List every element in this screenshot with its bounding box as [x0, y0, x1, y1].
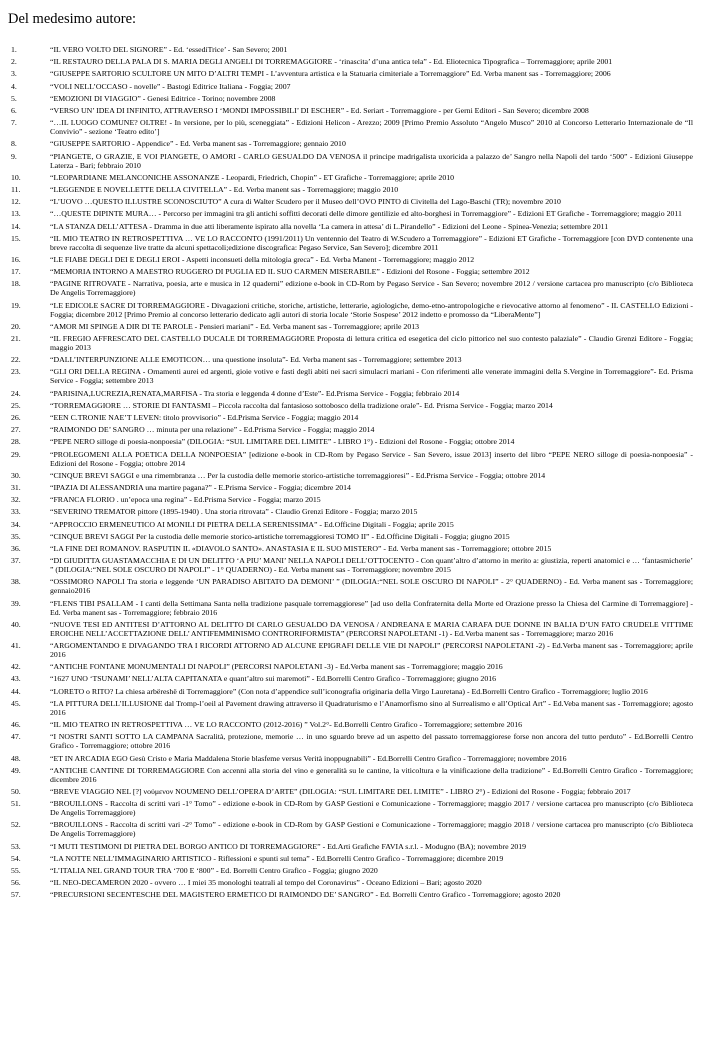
entry-number: 27. [11, 425, 21, 435]
bibliography-entry [0, 720, 705, 729]
bibliography-entry [0, 687, 705, 696]
bibliography-entry [0, 699, 705, 717]
entry-number: 19. [11, 300, 21, 310]
entry-text: “LORETO o RITO? La chiesa arbëreshë di Torremaggiore” (Con nota d’appendice sull’iconografia originaria della Virgo Lauretana) - Ed.Borrelli Centro Grafico - Torremaggiore; luglio 2016 [50, 686, 648, 696]
entry-text: “APPROCCIO ERMENEUTICO AI MONILI DI PIETRA DELLA SERENISSIMA” - Ed.Officine Digitali - Foggia; aprile 2015 [50, 519, 454, 529]
entry-text: “…IL LUOGO COMUNE? OLTRE! - In versione, per lo più, sceneggiata” - Edizioni Helicon - Arezzo; 2009 [Primo Premio Assoluto “Angelo Musco” 2010 al Concorso Letterario Internazionale de “Il Convivio” - sezione ‘Teatro edito’] [50, 118, 693, 137]
entry-number: 48. [11, 753, 21, 763]
entry-text: “LE EDICOLE SACRE DI TORREMAGGIORE - Divagazioni critiche, storiche, artistiche, letterarie, agiologiche, demo-etno-antropologiche e rievocative attorno al fenomeno” - IL CASTELLO Edizioni - Foggia; dicembre 2012 [Primo Premio al concorso letterario dedicato agli autori di storia locale ‘Storie Sospese’ 2012 indetto e promosso da “LiberaMente”] [50, 300, 693, 319]
entry-number: 22. [11, 355, 21, 365]
entry-text: “LE FIABE DEGLI DEI E DEGLI EROI - Aspetti inconsueti della mitologia greca” - Ed. Verba Manent - Torremaggiore; maggio 2012 [50, 254, 475, 264]
entry-text: “VOLI NELL’OCCASO - novelle” - Bastogi Editrice Italiana - Foggia; 2007 [50, 81, 291, 91]
entry-text: “GIUSEPPE SARTORIO SCULTORE UN MITO D’ALTRI TEMPI - L’avventura artistica e la Statuaria cimiteriale a Torremaggiore” Ed. Verba manent sas - Torremaggiore; 2006 [50, 69, 611, 79]
bibliography-entry [0, 437, 705, 446]
entry-text: “PAGINE RITROVATE - Narrativa, poesia, arte e musica in 12 quaderni” edizione e-book in CD-Rom by Pegaso Service - San Severo; novembre 2012 / versione cartacea pro manuscripto (c/o Biblioteca De Angelis Torremaggiore) [50, 279, 693, 298]
entry-text: “CINQUE BREVI SAGGI Per la custodia delle memorie storico-artistiche torremaggioresi TOMO II” - Ed.Officine Digitali - Foggia; giugno 2015 [50, 531, 510, 541]
bibliography-entry [0, 197, 705, 206]
bibliography-entry [0, 222, 705, 231]
entry-text: “CINQUE BREVI SAGGI e una rimembranza … Per la custodia delle memorie storico-artistiche torremaggioresi” - Ed.Prisma Service - Foggia; ottobre 2014 [50, 470, 546, 480]
entry-text: “ANTICHE FONTANE MONUMENTALI DI NAPOLI” (PERCORSI NAPOLETANI -3) - Ed.Verba manent sas - Torremaggiore; maggio 2016 [50, 662, 503, 672]
entry-text: “TORREMAGGIORE … STORIE DI FANTASMI – Piccola raccolta dal fantasioso sottobosco della tradizione orale”- Ed. Prisma Service - Foggia; marzo 2014 [50, 400, 553, 410]
entry-text: “IL FREGIO AFFRESCATO DEL CASTELLO DUCALE DI TORREMAGGIORE Proposta di lettura critica ed esegetica del ciclo pittorico nel suo contesto palaziale” - Claudio Grenzi Editore - Foggia; maggio 2013 [50, 333, 693, 353]
bibliography-entry [0, 732, 705, 750]
entry-text: “ANTICHE CANTINE DI TORREMAGGIORE Con accenni alla storia del vino e generalità su le cantine, la viticoltura e la vinificazione della tradizione” - Ed.Borrelli Centro Grafico - Torremaggiore; dicembre 2016 [50, 765, 693, 784]
entry-number: 44. [11, 686, 21, 696]
entry-text: “MEMORIA INTORNO A MAESTRO RUGGERO DI PUGLIA ED IL SUO CARMEN MISERABILE” - Edizioni del Rosone - Foggia; settembre 2012 [50, 267, 530, 277]
bibliography-entry [0, 556, 705, 574]
entry-text: “IPAZIA DI ALESSANDRIA una martire pagana?” - E.Prisma Service - Foggia; dicembre 2014 [50, 483, 351, 492]
entry-text: “PARISINA,LUCREZIA,RENATA,MARFISA - Tra storia e leggenda 4 donne d’Este”- Ed.Prisma Service - Foggia; febbraio 2014 [50, 388, 460, 398]
entry-number: 55. [11, 865, 21, 875]
bibliography-entry [0, 754, 705, 763]
bibliography-entry [0, 450, 705, 468]
entry-number: 6. [11, 105, 17, 115]
bibliography-entry [0, 890, 705, 899]
bibliography-entry [0, 766, 705, 784]
entry-text: “PRECURSIONI SECENTESCHE DEL MAGISTERO ERMETICO DI RAIMONDO DE’ SANGRO” - Ed. Borrelli Centro Grafico - Torremaggiore; agosto 2020 [50, 890, 561, 900]
bibliography-entry [0, 209, 705, 218]
bibliography-entry [0, 279, 705, 297]
bibliography-list [0, 45, 705, 903]
entry-text: “FRANCA FLORIO . un’epoca una regina” - Ed.Prisma Service - Foggia; marzo 2015 [50, 495, 321, 505]
entry-number: 39. [11, 598, 21, 608]
entry-number: 43. [11, 674, 21, 684]
bibliography-entry [0, 425, 705, 434]
bibliography-entry [0, 106, 705, 115]
entry-text: “BREVE VIAGGIO NEL [?] νούμενον NOUMENO DELL’OPERA D’ARTE” (DILOGIA: “SUL LIMITARE DEL LIMITE” - LIBRO 2°) - Edizioni del Rosone - Foggia; febbraio 2017 [50, 786, 631, 796]
entry-number: 7. [11, 118, 17, 128]
entry-number: 16. [11, 254, 21, 264]
entry-number: 21. [11, 333, 21, 343]
bibliography-entry [0, 866, 705, 875]
entry-number: 20. [11, 321, 21, 331]
bibliography-entry [0, 854, 705, 863]
bibliography-entry [0, 45, 705, 54]
entry-number: 23. [11, 367, 21, 377]
entry-text: “L’UOVO …QUESTO ILLUSTRE SCONOSCIUTO” A cura di Walter Scudero per il Museo dell’OVO PINTO di Civitella del Lago-Baschi (TR); novembre 2010 [50, 197, 561, 207]
bibliography-entry [0, 152, 705, 170]
entry-number: 28. [11, 437, 21, 447]
entry-number: 50. [11, 786, 21, 796]
bibliography-entry [0, 599, 705, 617]
entry-text: “OSSIMORO NAPOLI Tra storia e leggende ‘UN PARADISO ABITATO DA DEMONI’ ” (DILOGIA:“NEL SOLE OSCURO DI NAPOLI” - 2° QUADERNO) - Ed. Verba manent sas - Torremaggiore; gennaio2016 [50, 577, 693, 596]
bibliography-entry [0, 401, 705, 410]
entry-text: “IL NEO-DECAMERON 2020 - ovvero … I miei 35 monologhi teatrali al tempo del Coronavirus” - Oceano Edizioni – Bari; agosto 2020 [50, 878, 482, 888]
entry-number: 35. [11, 531, 21, 541]
page-heading: Del medesimo autore: [8, 11, 137, 27]
bibliography-entry [0, 57, 705, 66]
entry-text: “PROLEGOMENI ALLA POETICA DELLA NONPOESIA” [edizione e-book in CD-Rom by Pegaso Service - San Severo, issue 2013] inserto del libro “PEPE NERO silloge di poesia-nonpoesia” - Edizioni del Rosone - Foggia; ottobre 2014 [50, 449, 693, 468]
entry-number: 18. [11, 279, 21, 289]
bibliography-entry [0, 878, 705, 887]
entry-text: “FLENS TIBI PSALLAM - I canti della Settimana Santa nella tradizione pasquale torremaggiorese” [ad uso della Confraternita della Morte ed Orazione presso la Chiesa del Carmine di Torremaggiore] - Ed. Verba manent sas - Torremaggiore; febbraio 2016 [50, 598, 693, 617]
entry-number: 4. [11, 81, 17, 91]
bibliography-entry [0, 94, 705, 103]
bibliography-entry [0, 389, 705, 398]
entry-number: 14. [11, 221, 21, 231]
entry-number: 11. [11, 184, 21, 194]
entry-number: 33. [11, 507, 21, 517]
entry-text: “VERSO UN’ IDEA DI INFINITO, ATTRAVERSO I ‘MONDI IMPOSSIBILI’ DI ESCHER” - Ed. Seriart - Torremaggiore - per Gerni Editori - San Severo; dicembre 2008 [50, 105, 589, 115]
entry-number: 10. [11, 172, 21, 182]
entry-text: “IL MIO TEATRO IN RETROSPETTIVA … VE LO RACCONTO (2012-2016) ” Vol.2°- Ed.Borrelli Centro Grafico - Torremaggiore; settembre 2016 [50, 720, 523, 730]
bibliography-entry [0, 267, 705, 276]
bibliography-entry [0, 185, 705, 194]
bibliography-entry [0, 799, 705, 817]
entry-text: “…QUESTE DIPINTE MURA… - Percorso per immagini tra gli antichi soffitti decorati delle dimore gentilizie ed alto-borghesi in Torremaggiore” - Edizioni ET Grafiche - Torremaggiore; maggio 2011 [50, 209, 682, 219]
entry-text: “EMOZIONI DI VIAGGIO” - Genesi Editrice - Torino; novembre 2008 [50, 93, 276, 103]
entry-number: 32. [11, 495, 21, 505]
entry-number: 15. [11, 233, 21, 243]
entry-number: 52. [11, 820, 21, 830]
entry-number: 53. [11, 841, 21, 851]
bibliography-entry [0, 118, 705, 136]
bibliography-entry [0, 662, 705, 671]
bibliography-entry [0, 507, 705, 516]
entry-text: “LA PITTURA DELL’ILLUSIONE dal Tromp-l’oeil al Pavement drawing attraverso il Quadraturismo e l’Anamorfismo sino al Surrealismo e all’Optical Art” - Ed.Veba manent sas - Torremaggiore; agosto 2016 [50, 698, 693, 717]
bibliography-entry [0, 69, 705, 78]
bibliography-entry [0, 367, 705, 385]
entry-text: “1627 UNO ‘TSUNAMI’ NELL’ALTA CAPITANATA e quant’altro sui maremoti” - Ed.Borrelli Centro Grafico - Torremaggiore; giugno 2016 [50, 674, 497, 684]
entry-number: 57. [11, 890, 21, 900]
entry-number: 51. [11, 799, 21, 809]
bibliography-entry [0, 355, 705, 364]
entry-text: “IL MIO TEATRO IN RETROSPETTIVA … VE LO RACCONTO (1991/2011) Un ventennio del Teatro di W.Scudero a Torremaggiore” - Edizioni ET Grafiche - Torremaggiore [con DVD contenente una breve raccolta di sequenze live tratte da alcuni spettacoli;edizione discografica: Pegaso Service, San Severo]; dicembre 2011 [50, 233, 693, 252]
bibliography-entry [0, 577, 705, 595]
entry-text: “PEPE NERO silloge di poesia-nonpoesia” (DILOGIA: “SUL LIMITARE DEL LIMITE” - LIBRO 1°) - Edizioni del Rosone - Foggia; ottobre 2014 [50, 437, 515, 447]
bibliography-entry [0, 495, 705, 504]
entry-text: “EEN C.TRONIE NAE’T LEVEN: titolo provvisorio” - Ed.Prisma Service - Foggia; maggio 2014 [50, 413, 359, 423]
entry-text: “BROUILLONS - Raccolta di scritti vari -2° Tomo” - edizione e-book in CD-Rom by GASP Gestioni e Comunicazione - Torremaggiore; maggio 2018 / versione cartacea pro manuscripto (c/o Biblioteca De Angelis Torremaggiore) [50, 820, 693, 839]
entry-number: 41. [11, 641, 21, 651]
entry-text: “BROUILLONS - Raccolta di scritti vari -1° Tomo” - edizione e-book in CD-Rom by GASP Gestioni e Comunicazione - Torremaggiore; maggio 2017 / versione cartacea pro manuscripto (c/o Biblioteca De Angelis Torremaggiore) [50, 799, 693, 818]
entry-text: “AMOR MI SPINGE A DIR DI TE PAROLE - Pensieri mariani” - Ed. Verba manent sas - Torremaggiore; aprile 2013 [50, 321, 420, 331]
bibliography-entry [0, 641, 705, 659]
entry-text: “GLI ORI DELLA REGINA - Ornamenti aurei ed argenti, gioie votive e fasti degli abiti nei sacri simulacri mariani - Con riferimenti alle venerate immagini della S.Vergine in Torremaggiore”- Ed. Prisma Service - Foggia; settembre 2013 [50, 367, 693, 386]
bibliography-entry [0, 322, 705, 331]
entry-number: 8. [11, 139, 17, 149]
entry-text: “GIUSEPPE SARTORIO - Appendice” - Ed. Verba manent sas - Torremaggiore; gennaio 2010 [50, 139, 346, 149]
entry-number: 46. [11, 720, 21, 730]
entry-number: 36. [11, 543, 21, 553]
bibliography-entry [0, 413, 705, 422]
entry-text: “LEOPARDIANE MELANCONICHE ASSONANZE - Leopardi, Friedrich, Chopin” - ET Grafiche - Torremaggiore; aprile 2010 [50, 172, 455, 182]
bibliography-entry [0, 842, 705, 851]
entry-text: “NUOVE TESI ED ANTITESI D’ATTORNO AL DELITTO DI CARLO GESUALDO DA VENOSA / ANDREANA E MARIA CARAFA DUE DONNE IN BALIA D’UN FATO CRUDELE VITTIME EROICHE NELL’ACCETTAZIONE DELL’ ANTIFEMMINISMO CONTRORIFORMISTA” (PERCORSI NAPOLETANI -1) - Ed.Verba manent sas - Torremaggiore; marzo 2016 [50, 619, 693, 638]
entry-number: 3. [11, 69, 17, 79]
entry-number: 9. [11, 151, 17, 161]
entry-text: “LA FINE DEI ROMANOV. RASPUTIN IL «DIAVOLO SANTO». ANASTASIA E IL SUO MISTERO” - Ed. Verba manent sas - Torremaggiore; ottobre 2015 [50, 543, 552, 553]
entry-number: 49. [11, 765, 21, 775]
bibliography-entry [0, 82, 705, 91]
bibliography-entry [0, 483, 705, 492]
entry-text: “ET IN ARCADIA EGO Gesù Cristo e Maria Maddalena Storie blasfeme versus Verità inoppugnabili” - Ed.Borrelli Centro Grafico - Torremaggiore; novembre 2016 [50, 753, 567, 763]
entry-text: “SEVERINO TREMATOR pittore (1895-1940) . Una storia ritrovata” - Claudio Grenzi Editore - Foggia; marzo 2015 [50, 507, 418, 517]
entry-number: 13. [11, 209, 21, 219]
bibliography-entry [0, 139, 705, 148]
entry-number: 47. [11, 732, 21, 742]
entry-number: 31. [11, 483, 21, 492]
bibliography-entry [0, 544, 705, 553]
entry-number: 5. [11, 93, 17, 103]
entry-number: 17. [11, 267, 21, 277]
bibliography-entry [0, 471, 705, 480]
bibliography-entry [0, 674, 705, 683]
entry-text: “LEGGENDE E NOVELLETTE DELLA CIVITELLA” - Ed. Verba manent sas - Torremaggiore; maggio 2010 [50, 184, 399, 194]
entry-number: 12. [11, 197, 21, 207]
entry-text: “RAIMONDO DE’ SANGRO … minuta per una relazione” - Ed.Prisma Service - Foggia; maggio 2014 [50, 425, 375, 435]
bibliography-entry [0, 532, 705, 541]
bibliography-entry [0, 620, 705, 638]
bibliography-entry [0, 520, 705, 529]
entry-number: 45. [11, 698, 21, 708]
entry-text: “IL VERO VOLTO DEL SIGNORE” - Ed. ‘essediTrice’ - San Severo; 2001 [50, 45, 288, 54]
entry-number: 40. [11, 619, 21, 629]
bibliography-entry [0, 173, 705, 182]
entry-number: 25. [11, 400, 21, 410]
entry-number: 30. [11, 470, 21, 480]
bibliography-entry [0, 255, 705, 264]
entry-number: 2. [11, 57, 17, 67]
entry-text: “I NOSTRI SANTI SOTTO LA CAMPANA Sacralità, protezione, memorie … in uno sguardo breve ad un aspetto del passato torremaggiorese forse non ancora del tutto perduto” - Ed.Borrelli Centro Grafico - Torremaggiore; ottobre 2016 [50, 732, 693, 751]
entry-number: 42. [11, 662, 21, 672]
entry-text: “LA STANZA DELL’ATTESA - Dramma in due atti liberamente ispirato alla novella ‘La camera in attesa’ di L.Pirandello” - Edizioni del Leone - Spinea-Venezia; settembre 2011 [50, 221, 609, 231]
entry-number: 38. [11, 577, 21, 587]
bibliography-entry [0, 301, 705, 319]
bibliography-entry [0, 820, 705, 838]
entry-text: “ARGOMENTANDO E DIVAGANDO TRA I RICORDI ATTORNO AD ALCUNE EPIGRAFI DELLE VIE DI NAPOLI” (PERCORSI NAPOLETANI -2) - Ed.Verba manent sas - Torremaggiore; aprile 2016 [50, 641, 693, 660]
entry-number: 34. [11, 519, 21, 529]
entry-text: “IL RESTAURO DELLA PALA DI S. MARIA DEGLI ANGELI DI TORREMAGGIORE - ‘rinascita’ d’una antica tela” - Ed. Eliotecnica Tipografica – Torremaggiore; aprile 2001 [50, 57, 613, 67]
entry-number: 56. [11, 878, 21, 888]
entry-number: 29. [11, 449, 21, 459]
entry-text: “LA NOTTE NELL’IMMAGINARIO ARTISTICO - Riflessioni e spunti sul tema” - Ed.Borrelli Centro Grafico - Torremaggiore; dicembre 2019 [50, 853, 504, 863]
entry-text: “PIANGETE, O GRAZIE, E VOI PIANGETE, O AMORI - CARLO GESUALDO DA VENOSA il principe madrigalista uxoricida a palazzo de’ Sangro nella Napoli del tardo ‘500” - Edizioni Giuseppe Laterza - Bari; febbraio 2010 [50, 151, 693, 170]
entry-number: 37. [11, 556, 21, 566]
entry-number: 54. [11, 853, 21, 863]
entry-number: 26. [11, 413, 21, 423]
entry-text: “I MUTI TESTIMONI DI PIETRA DEL BORGO ANTICO DI TORREMAGGIORE” - Ed.Arti Grafiche FAVIA s.r.l. - Modugno (BA); novembre 2019 [50, 841, 527, 851]
bibliography-entry [0, 334, 705, 352]
bibliography-entry [0, 787, 705, 796]
entry-text: “DALL’INTERPUNZIONE ALLE EMOTICON… una questione insoluta”- Ed. Verba manent sas - Torremaggiore; settembre 2013 [50, 355, 462, 365]
entry-text: “DI GIUDITTA GUASTAMACCHIA E DI UN DELITTO ‘A PIU’ MANI’ NELLA NAPOLI DELL’OTTOCENTO - Con quant’altro d’attorno in merito a: giustizia, reperti anatomici e … ‘fantasmicherie’ ” (DILOGIA:“NEL SOLE OSCURO DI NAPOLI” - 1° QUADERNO) - Ed. Verba manent sas - Torremaggiore; novembre 2015 [50, 556, 693, 575]
bibliography-entry [0, 234, 705, 252]
entry-text: “L’ITALIA NEL GRAND TOUR TRA ‘700 E ‘800” - Ed. Borrelli Centro Grafico - Foggia; giugno 2020 [50, 865, 378, 875]
entry-number: 24. [11, 388, 21, 398]
entry-number: 1. [11, 45, 17, 54]
